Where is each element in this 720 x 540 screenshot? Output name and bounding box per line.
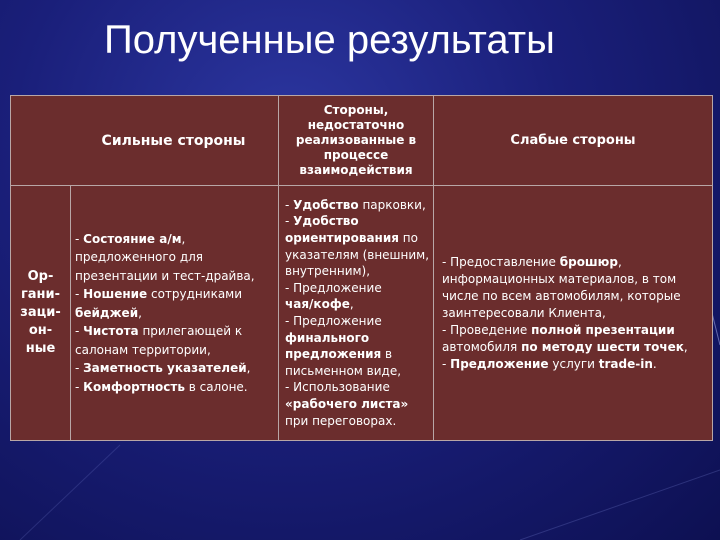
underused-sides-line: - Использование xyxy=(285,380,390,395)
strong-sides-line: - Заметность указателей, xyxy=(75,361,251,376)
underused-sides-line: финального xyxy=(285,330,370,345)
header-underused-sides xyxy=(279,96,434,186)
weak-sides-line: - Проведение полной презентации xyxy=(442,322,675,337)
strong-sides-line: - Состояние а/м, xyxy=(75,231,186,246)
strong-sides-line: - Ношение сотрудниками xyxy=(75,287,243,302)
underused-sides-line: - Удобство xyxy=(285,214,359,229)
row-label-line: гани- xyxy=(20,287,61,302)
underused-sides-line: - Удобство парковки, xyxy=(285,197,426,212)
header-underused-line: реализованные в xyxy=(295,133,417,147)
strong-sides-line: салонам территории, xyxy=(75,342,211,357)
strong-sides-line: - Комфортность в салоне. xyxy=(75,379,248,394)
underused-sides-line: предложения в xyxy=(285,347,393,362)
underused-sides-line: - Предложение xyxy=(285,314,382,328)
results-table xyxy=(10,95,713,441)
underused-sides-line: письменном виде, xyxy=(285,363,402,378)
row-label-line: Ор- xyxy=(27,269,54,284)
weak-sides-line: - Предоставление брошюр, xyxy=(442,254,622,269)
underused-sides-line: указателям (внешним, xyxy=(285,247,430,262)
underused-sides-line: «рабочего листа» xyxy=(285,396,409,411)
underused-sides-line: ориентирования по xyxy=(285,231,418,246)
table-row-organizational xyxy=(11,186,713,441)
header-strong-sides: Сильные стороны xyxy=(11,96,279,186)
weak-sides-line: автомобиля по методу шести точек, xyxy=(442,339,688,354)
row-label-organizational xyxy=(11,186,71,441)
table-header-row xyxy=(11,96,713,186)
weak-sides-line: числе по всем автомобилям, которые xyxy=(442,288,681,303)
header-underused-line: взаимодействия xyxy=(299,163,413,177)
strong-sides-cell xyxy=(71,186,279,441)
strong-sides-line: предложенного для xyxy=(75,250,204,265)
underused-sides-line: внутренним), xyxy=(285,264,371,279)
header-underused-line: Стороны, xyxy=(323,103,389,117)
strong-sides-line: бейджей, xyxy=(75,305,142,320)
header-underused-line: недостаточно xyxy=(307,118,405,132)
weak-sides-line: - Предложение услуги trade-in. xyxy=(442,356,657,371)
weak-sides-line: заинтересовали Клиента, xyxy=(442,305,606,320)
strong-sides-line: - Чистота прилегающей к xyxy=(75,324,243,339)
underused-sides-line: при переговорах. xyxy=(285,413,397,428)
row-label-line: он- xyxy=(28,323,53,338)
strong-sides-line: презентации и тест-драйва, xyxy=(75,268,255,283)
row-label-line: ные xyxy=(25,341,56,356)
weak-sides-line: информационных материалов, в том xyxy=(442,271,677,286)
underused-sides-line: чая/кофе, xyxy=(285,297,354,312)
header-underused-line: процессе xyxy=(323,148,389,162)
weak-sides-cell xyxy=(434,186,713,441)
underused-sides-cell xyxy=(279,186,434,441)
underused-sides-line: - Предложение xyxy=(285,280,382,295)
header-weak-sides: Слабые стороны xyxy=(434,96,713,186)
row-label-line: заци- xyxy=(20,305,61,320)
slide-title: Полученные результаты xyxy=(104,18,555,62)
